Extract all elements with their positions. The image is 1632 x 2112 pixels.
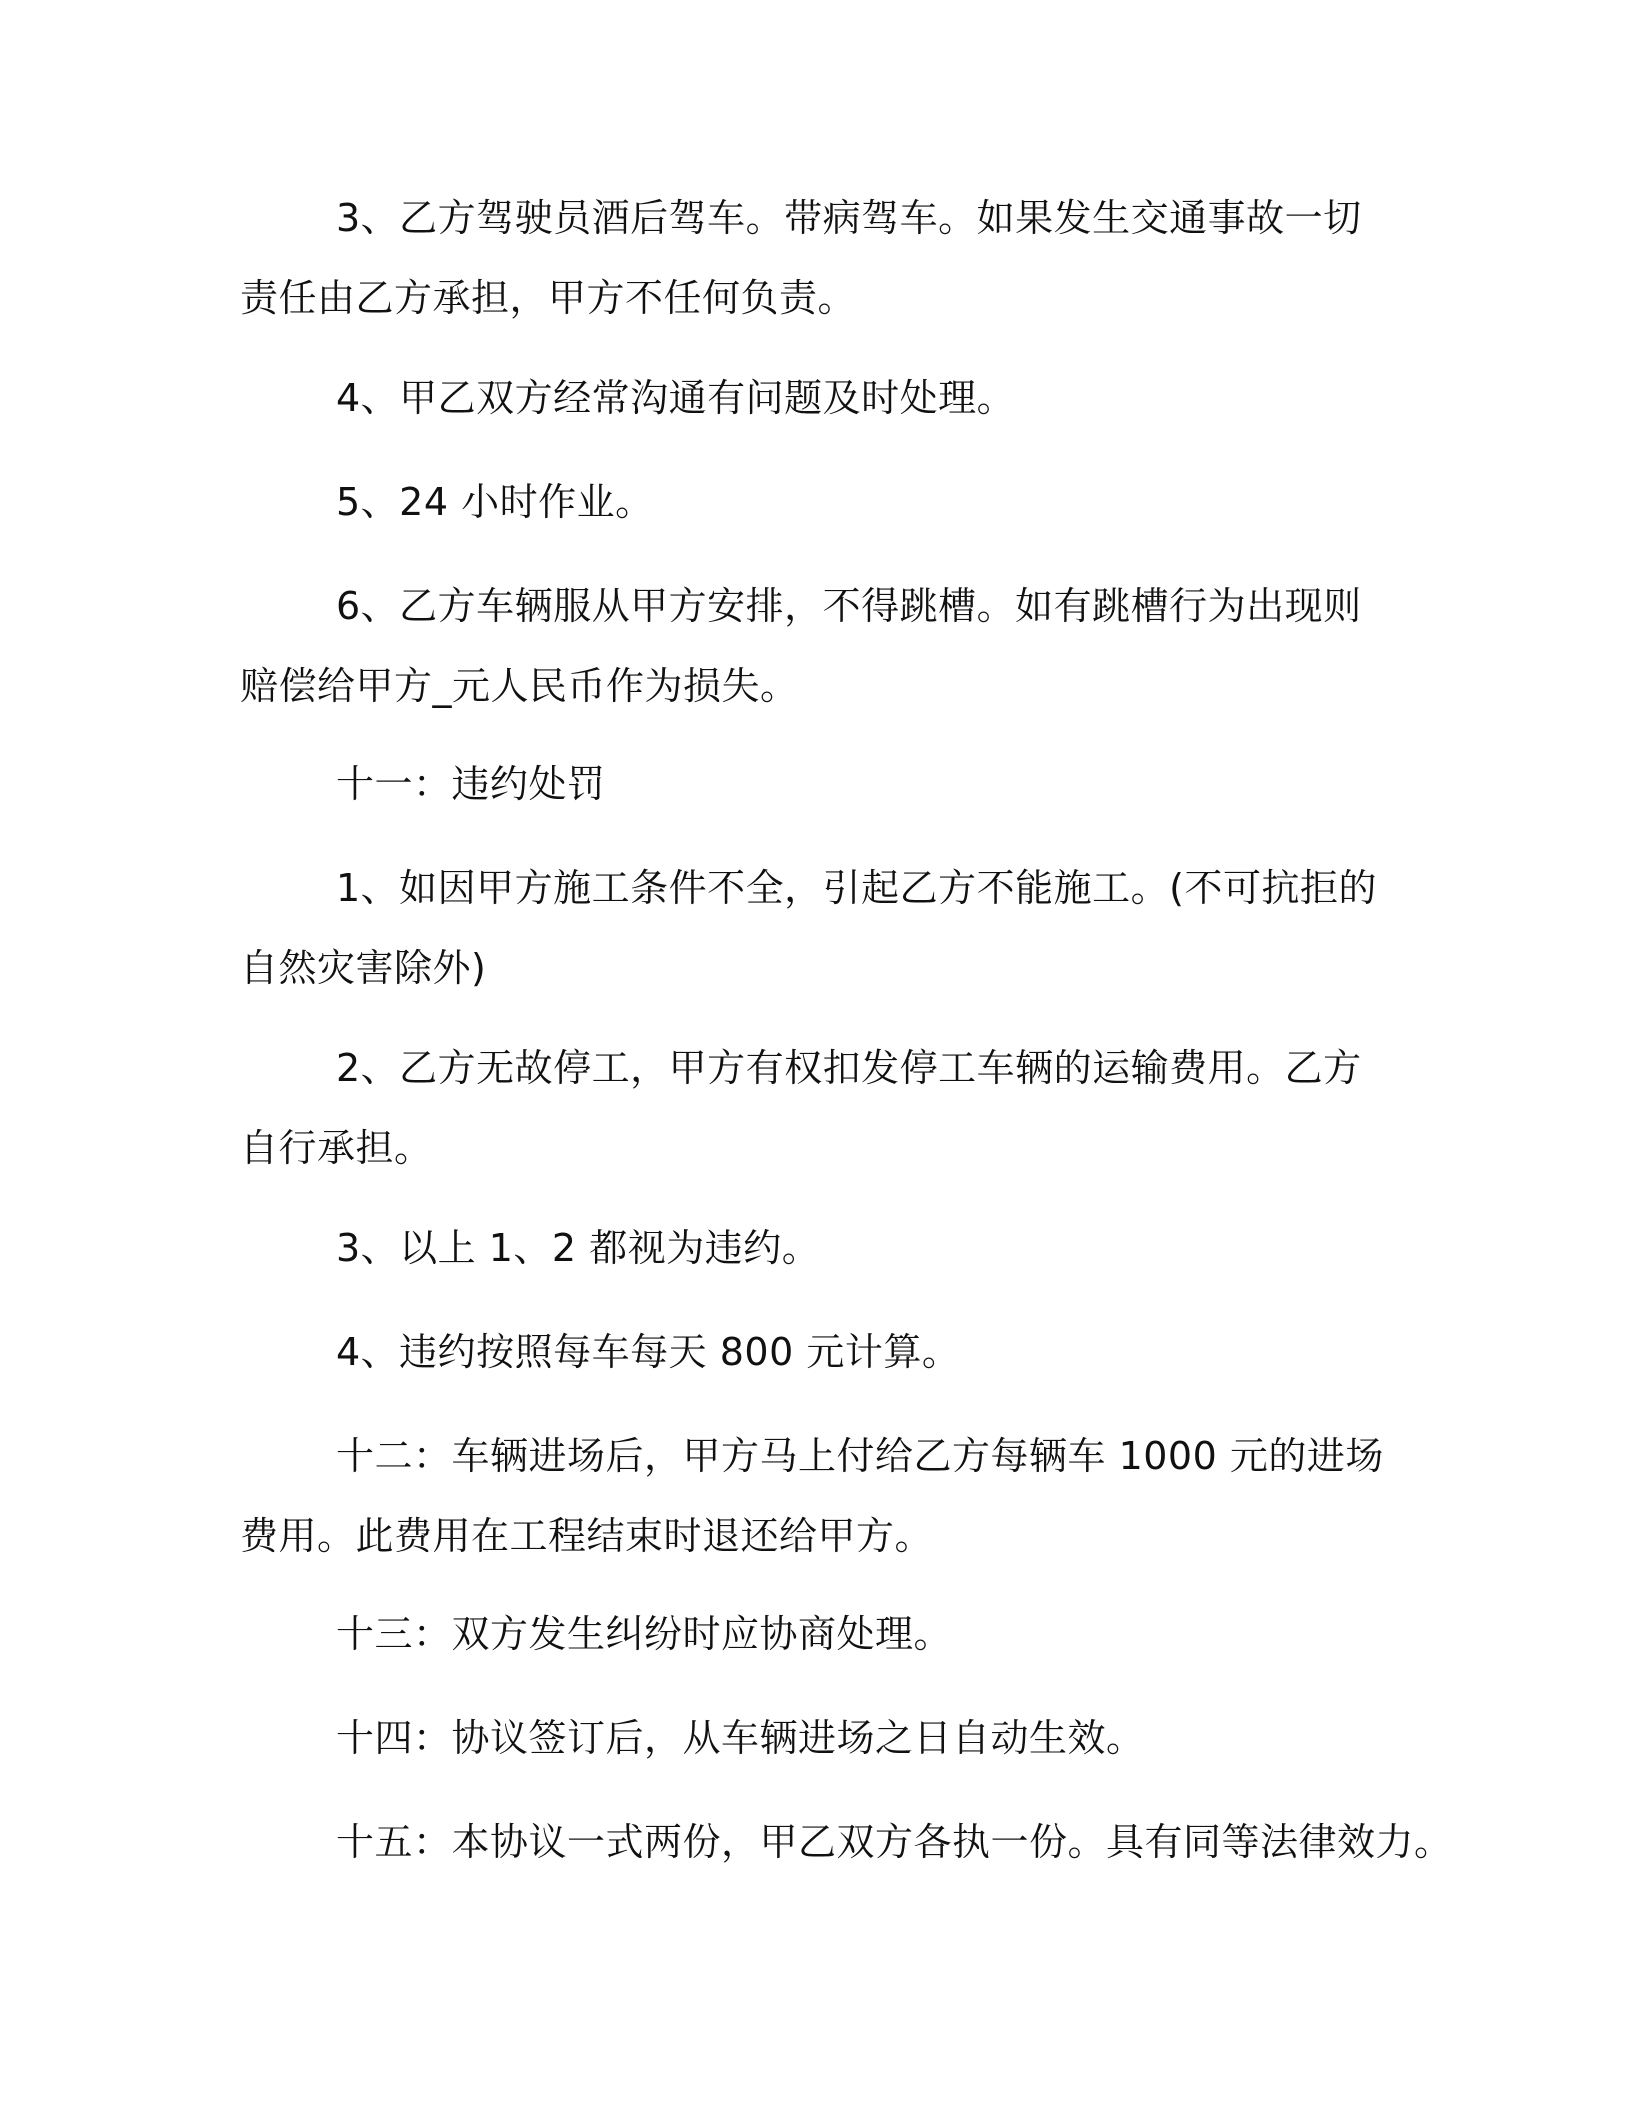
clause-4-communication: 4、甲乙双方经常沟通有问题及时处理。 [336, 376, 1016, 420]
section-11-item-2: 2、乙方无故停工，甲方有权扣发停工车辆的运输费用。乙方自行承担。 [240, 1046, 1362, 1170]
clause-5-24-hour-work: 5、24 小时作业。 [336, 480, 654, 524]
section-15: 十五：本协议一式两份，甲乙双方各执一份。具有同等法律效力。 [336, 1820, 1453, 1864]
section-11-item-3: 3、以上 1、2 都视为违约。 [336, 1226, 821, 1270]
section-12: 十二：车辆进场后，甲方马上付给乙方每辆车 1000 元的进场费用。此费用在工程结束时退还给甲方。 [240, 1434, 1384, 1558]
section-11-item-4: 4、违约按照每车每天 800 元计算。 [336, 1330, 961, 1374]
clause-3-drunk-driving: 3、乙方驾驶员酒后驾车。带病驾车。如果发生交通事故一切责任由乙方承担，甲方不任何负责。 [240, 196, 1362, 320]
section-14: 十四：协议签订后，从车辆进场之日自动生效。 [336, 1716, 1145, 1760]
clause-6-vehicle-arrangement: 6、乙方车辆服从甲方安排，不得跳槽。如有跳槽行为出现则赔偿给甲方_元人民币作为损失。 [240, 584, 1362, 708]
section-11-heading: 十一：违约处罚 [336, 762, 606, 806]
section-11-item-1: 1、如因甲方施工条件不全，引起乙方不能施工。(不可抗拒的自然灾害除外) [240, 866, 1378, 990]
section-13: 十三：双方发生纠纷时应协商处理。 [336, 1612, 953, 1656]
